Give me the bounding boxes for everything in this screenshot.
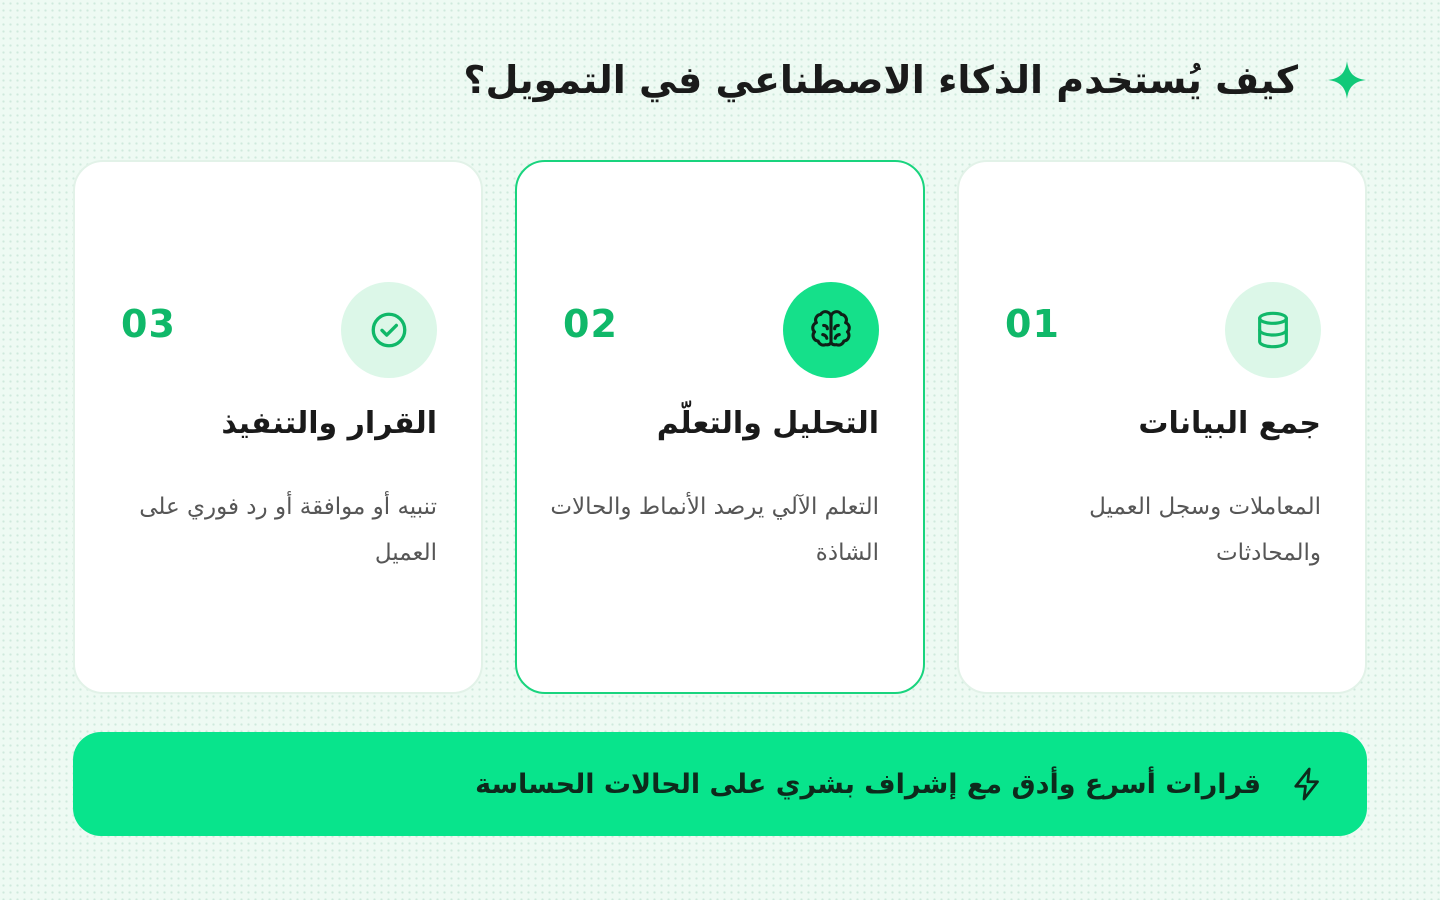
step-card-analysis [515,160,925,694]
banner-text: قرارات أسرع وأدق مع إشراف بشري على الحالات الحساسة [475,768,1261,800]
step-title: القرار والتنفيذ [221,406,437,441]
header [463,58,1368,102]
step-number: 01 [1005,302,1060,346]
summary-banner [73,732,1367,836]
step-card-decision [73,160,483,694]
step-title: التحليل والتعلّم [656,406,879,441]
page-title: كيف يُستخدم الذكاء الاصطناعي في التمويل؟ [463,58,1298,102]
step-description: التعلم الآلي يرصد الأنماط والحالات الشاذة [550,494,879,566]
step-card-data-collection [957,160,1367,694]
step-number: 03 [121,302,176,346]
lightning-icon [1287,764,1327,804]
check-circle-icon [341,282,437,378]
brain-icon [783,282,879,378]
step-description: تنبيه أو موافقة أو رد فوري على العميل [139,494,437,566]
step-number: 02 [563,302,618,346]
sparkle-icon [1326,59,1368,101]
steps-row [73,160,1367,694]
database-icon [1225,282,1321,378]
step-description: المعاملات وسجل العميل والمحادثات [1089,494,1321,566]
step-title: جمع البيانات [1138,406,1321,441]
